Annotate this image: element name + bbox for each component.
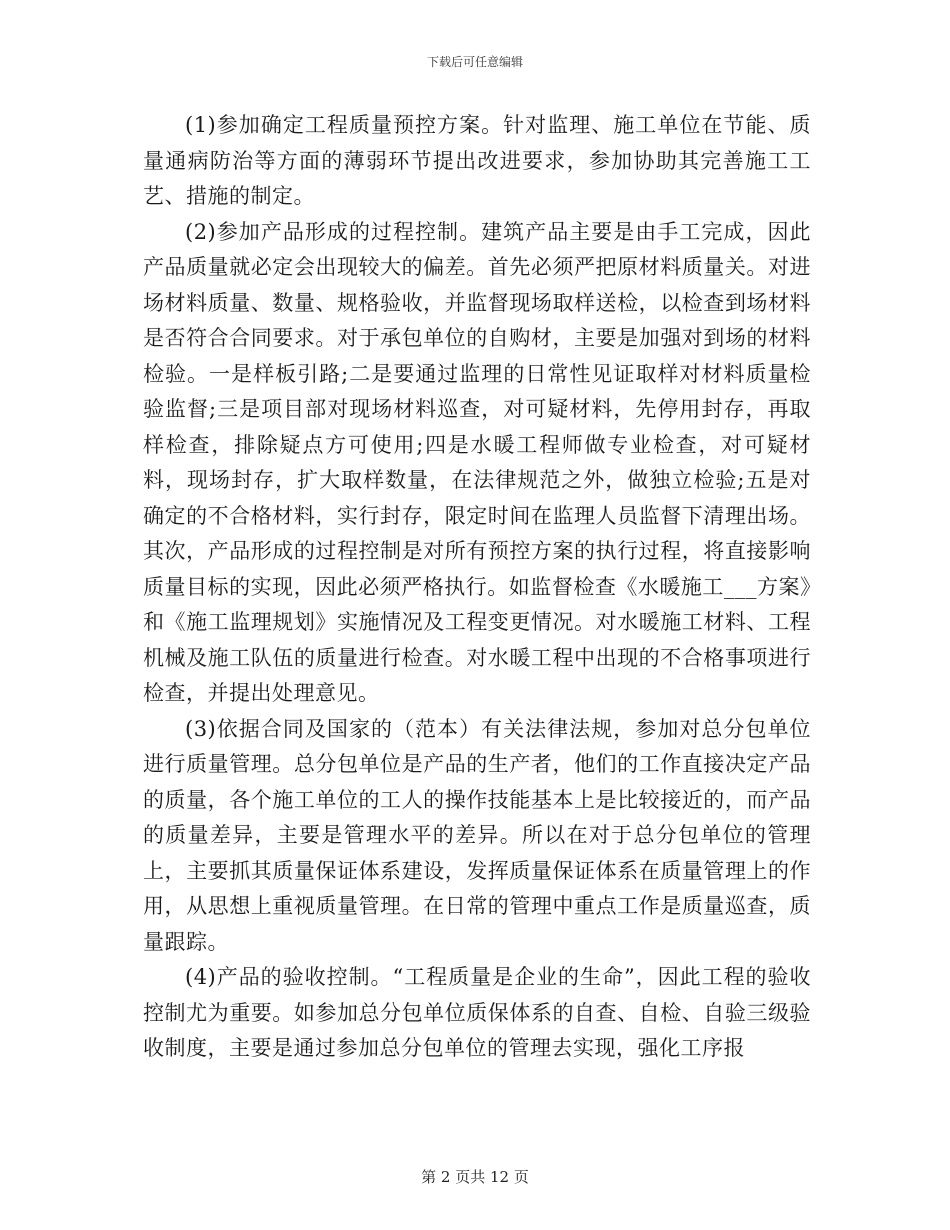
document-body <box>143 108 811 1067</box>
page-footer: 第 2 页共 12 页 <box>421 1168 529 1186</box>
paragraph-4: (4)产品的验收控制。“工程质量是企业的生命”，因此工程的验收控制尤为重要。如参加总分包单位质保体系的自查、自检、自验三级验收制度，主要是通过参加总分包单位的管理去实现，强化工序报 <box>143 965 811 1060</box>
page-header: 下载后可任意编辑 <box>426 55 523 69</box>
paragraph-1: (1)参加确定工程质量预控方案。针对监理、施工单位在节能、质量通病防治等方面的薄弱环节提出改进要求，参加协助其完善施工工艺、措施的制定。 <box>143 113 811 208</box>
paragraph-2: (2)参加产品形成的过程控制。建筑产品主要是由手工完成，因此产品质量就必定会出现较大的偏差。首先必须严把原材料质量关。对进场材料质量、数量、规格验收，并监督现场取样送检，以检查到场材料是否符合合同要求。对于承包单位的自购材，主要是加强对到场的材料检验。一是样板引路;二是要通过监理的日常性见证取样对材料质量检验监督;三是项目部对现场材料巡查，对可疑材料，先停用封存，再取样检查，排除疑点方可使用;四是水暖工程师做专业检查，对可疑材料，现场封存，扩大取样数量，在法律规范之外，做独立检验;五是对确定的不合格材料，实行封存，限定时间在监理人员监督下清理出场。其次，产品形成的过程控制是对所有预控方案的执行过程，将直接影响质量目标的实现，因此必须严格执行。如监督检查《水暖施工___方案》和《施工监理规划》实施情况及工程变更情况。对水暖施工材料、工程机械及施工队伍的质量进行检查。对水暖工程中出现的不合格事项进行检查，并提出处理意见。 <box>143 219 811 705</box>
paragraph-3: (3)依据合同及国家的（范本）有关法律法规，参加对总分包单位进行质量管理。总分包单位是产品的生产者，他们的工作直接决定产品的质量，各个施工单位的工人的操作技能基本上是比较接近的，而产品的质量差异，主要是管理水平的差异。所以在对于总分包单位的管理上，主要抓其质量保证体系建设，发挥质量保证体系在质量管理上的作用，从思想上重视质量管理。在日常的管理中重点工作是质量巡查，质量跟踪。 <box>143 716 811 954</box>
